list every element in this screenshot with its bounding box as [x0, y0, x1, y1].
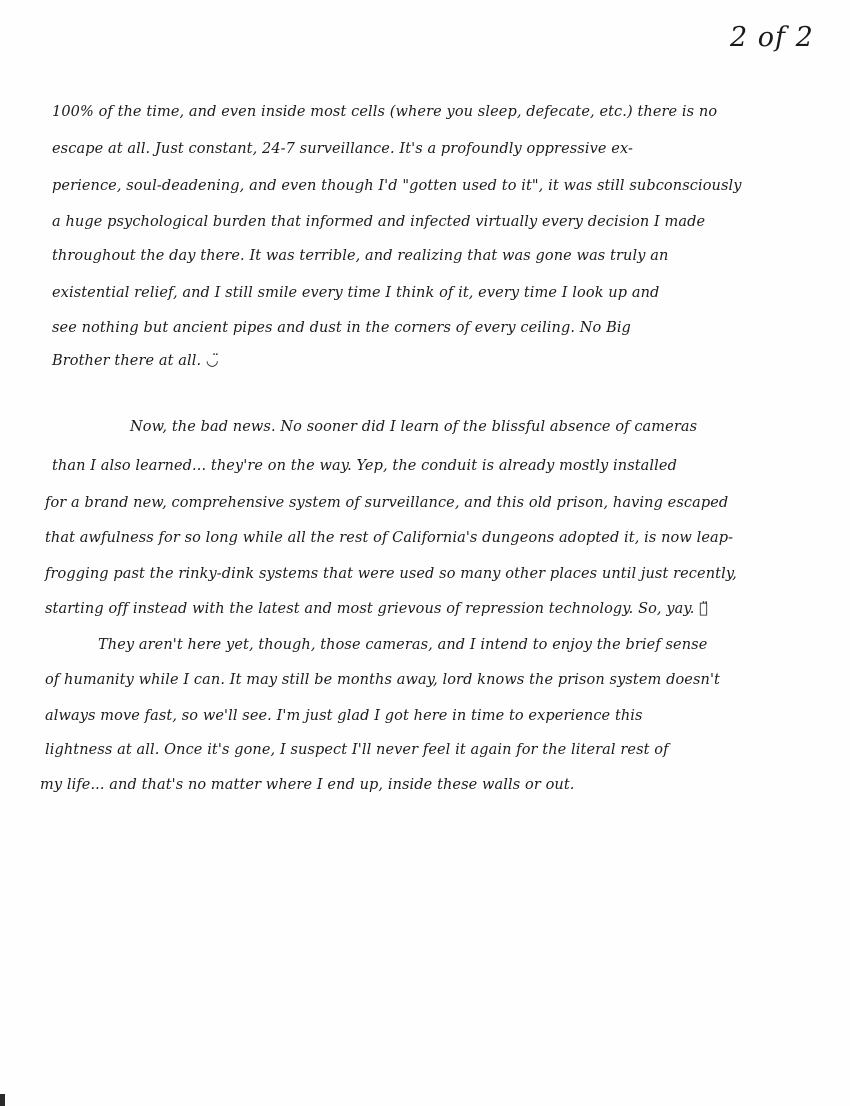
handwritten-line: 100% of the time, and even inside most cells (where you sleep, defecate, etc.) there is no: [52, 104, 718, 120]
handwritten-line: starting off instead with the latest and most grievous of repression technology. So, yay. ⌒̈: [45, 601, 708, 617]
handwritten-line: that awfulness for so long while all the rest of California's dungeons adopted it, is now leap-: [45, 530, 734, 546]
handwritten-line: They aren't here yet, though, those cameras, and I intend to enjoy the brief sense: [98, 637, 708, 653]
handwritten-line: Brother there at all. ◡̈: [52, 353, 219, 369]
handwritten-line: perience, soul-deadening, and even though I'd "gotten used to it", it was still subconsciously: [52, 178, 742, 194]
handwritten-line: for a brand new, comprehensive system of surveillance, and this old prison, having escaped: [45, 495, 729, 511]
handwritten-line: my life... and that's no matter where I end up, inside these walls or out.: [40, 777, 575, 793]
handwritten-line: of humanity while I can. It may still be months away, lord knows the prison system doesn't: [45, 672, 720, 688]
scan-edge-mark: [0, 1094, 5, 1106]
handwritten-line: a huge psychological burden that informed and infected virtually every decision I made: [52, 214, 706, 230]
page-number: 2 of 2: [730, 22, 814, 53]
handwritten-line: Now, the bad news. No sooner did I learn of the blissful absence of cameras: [130, 419, 698, 435]
handwritten-line: escape at all. Just constant, 24-7 surveillance. It's a profoundly oppressive ex-: [52, 141, 633, 157]
handwritten-line: always move fast, so we'll see. I'm just glad I got here in time to experience this: [45, 708, 643, 724]
handwritten-line: throughout the day there. It was terrible, and realizing that was gone was truly an: [52, 248, 669, 264]
handwritten-line: than I also learned... they're on the way. Yep, the conduit is already mostly installed: [52, 458, 677, 474]
handwritten-line: see nothing but ancient pipes and dust in the corners of every ceiling. No Big: [52, 320, 631, 336]
handwritten-line: frogging past the rinky-dink systems that were used so many other places until just recently,: [45, 566, 737, 582]
handwritten-line: existential relief, and I still smile every time I think of it, every time I look up and: [52, 285, 660, 301]
handwritten-line: lightness at all. Once it's gone, I suspect I'll never feel it again for the literal rest of: [45, 742, 669, 758]
